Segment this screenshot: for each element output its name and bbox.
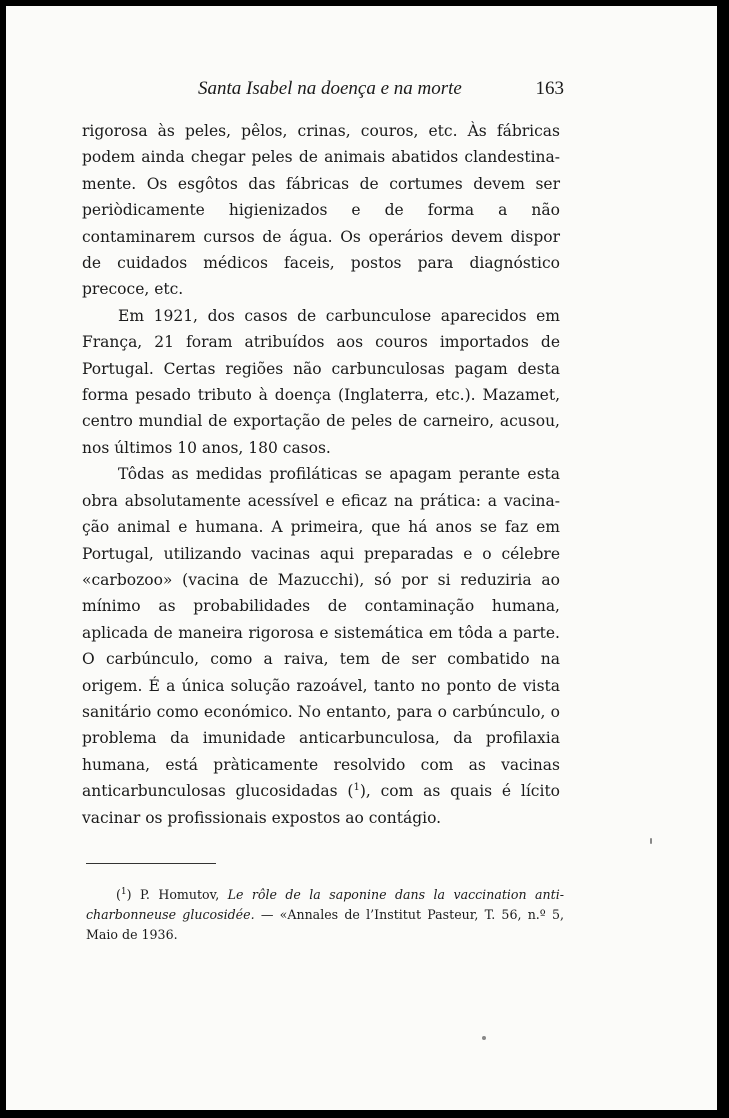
paragraph-2: Em 1921, dos casos de carbunculose aparecidos em França, 21 foram atribuídos aos couros importados de Portugal. Certas regiões não carbunculosas pagam desta forma pesado tributo à doença (Inglaterra, etc.). Mazamet, centro mundial de exportação de peles de carneiro, acusou, nos últimos 10 anos, 180 casos.	[82, 306, 560, 457]
page-header	[86, 76, 564, 104]
footnote-title: Le rôle de la saponine dans la vaccination anticharbonneuse glucosidée.	[86, 887, 564, 922]
footnote-marker-number: 1	[120, 886, 127, 897]
footnote-divider	[86, 863, 216, 864]
paper-speck	[650, 838, 652, 844]
paragraph-3	[82, 461, 560, 831]
paragraph-1: rigorosa às peles, pêlos, crinas, couros, etc. Às fábricas podem ainda chegar peles de animais abatidos clandestinamente. Os esgôtos das fábricas de cortumes devem ser periòdicamente higienizados e de forma a não contaminarem cursos de água. Os operários devem dispor de cuidados médicos faceis, postos para diagnóstico precoce, etc.	[82, 122, 560, 299]
book-page	[6, 6, 717, 1110]
footnote-reference: 1	[353, 782, 360, 793]
page-number: 163	[535, 78, 564, 99]
paper-speck	[482, 1036, 486, 1040]
body-text	[82, 118, 560, 831]
paragraph-3-text-b: ), com as quais é lícito vacinar os profissionais expostos ao contágio.	[82, 782, 561, 827]
footnote-source: — «Annales de l’Institut Pasteur, T. 56, n.º 5, Maio de 1936.	[86, 907, 564, 942]
footnote-marker-open: (	[116, 887, 121, 902]
paragraph-3-text-a: Tôdas as medidas profiláticas se apagam perante esta obra absolutamente acessível e eficaz na prática: a vacinação animal e humana. A primeira, que há anos se faz em Portugal, utilizando vacinas aqui preparadas e o célebre «carbozoo» (vacina de Mazucchi), só por si reduziria ao mínimo as probabilidades de contaminação humana, aplicada de maneira rigorosa e sistemática em tôda a parte. O carbúnculo, como a raiva, tem de ser combatido na origem. É a única solução razoável, tanto no ponto de vista sanitário como económico. No entanto, para o carbúnculo, o problema da imunidade anticarbunculosa, da profilaxia humana, está pràticamente resolvido com as vacinas anticarbunculosas glucosidadas (	[82, 465, 560, 801]
running-title: Santa Isabel na doença e na morte	[198, 78, 462, 99]
footnote-marker-close: )	[126, 887, 132, 902]
footnote-author: P. Homutov,	[140, 887, 220, 902]
footnote	[86, 885, 564, 945]
